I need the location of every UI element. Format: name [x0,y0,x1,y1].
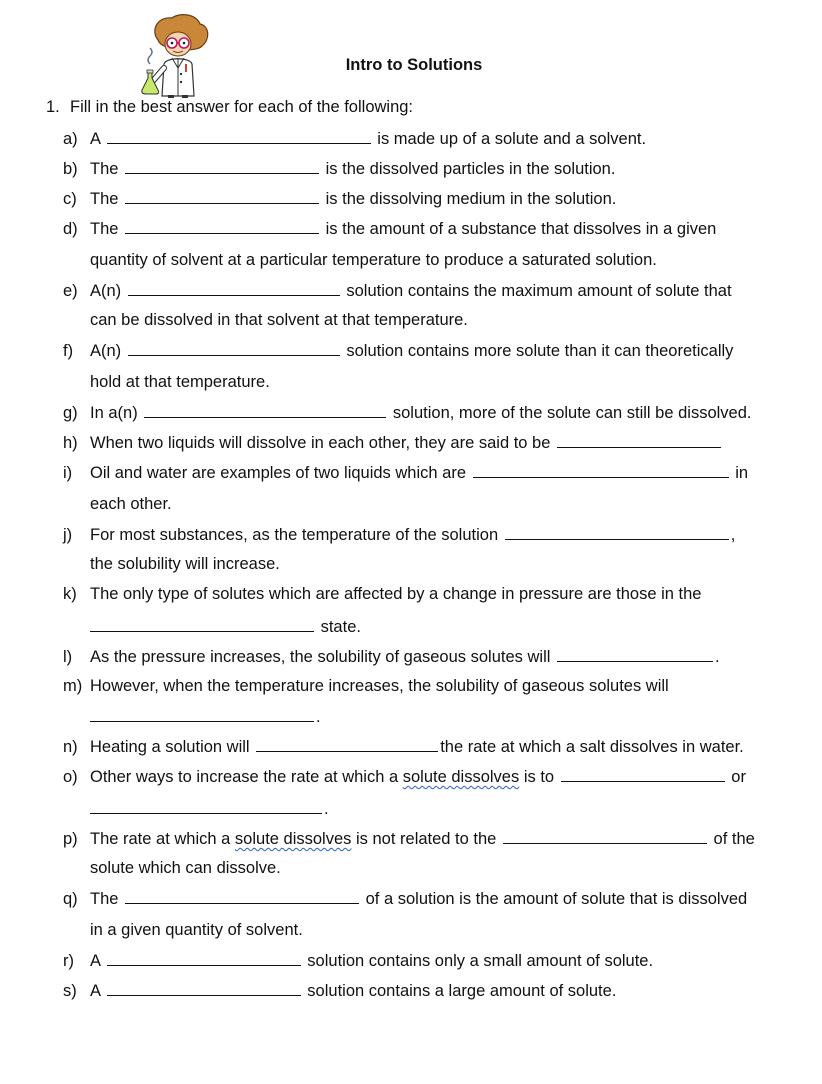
question-g: g) In a(n) solution, more of the solute can still be dissolved. [63,404,752,422]
question-b: b) The is the dissolved particles in the solution. [63,160,616,178]
question-i: i) Oil and water are examples of two liquids which are in [63,464,749,482]
question-o: o) Other ways to increase the rate at which a solute dissolves is to or [63,768,746,786]
answer-blank-r[interactable] [107,950,301,966]
answer-blank-e[interactable] [128,280,340,296]
question-q-continued: in a given quantity of solvent. [90,921,303,939]
question-c: c) The is the dissolving medium in the solution. [63,190,617,208]
answer-blank-c[interactable] [125,188,319,204]
answer-blank-a[interactable] [107,128,371,144]
question-o-continued: . [90,798,329,819]
answer-blank-f[interactable] [128,340,340,356]
question-j-continued: the solubility will increase. [90,555,280,573]
question-s: s) A solution contains a large amount of solute. [63,982,617,1000]
answer-blank-p[interactable] [503,828,707,844]
answer-blank-h[interactable] [557,432,721,448]
instruction-text: Fill in the best answer for each of the following: [70,98,414,116]
question-e: e) A(n) solution contains the maximum amount of solute that [63,282,732,300]
question-m-continued: . [90,706,321,727]
question-f-continued: hold at that temperature. [90,373,270,391]
answer-blank-o2[interactable] [90,798,322,814]
question-r: r) A solution contains only a small amount of solute. [63,952,654,970]
question-p: p) The rate at which a solute dissolves is not related to the of the [63,830,755,848]
answer-blank-o1[interactable] [561,766,725,782]
answer-blank-q[interactable] [125,888,359,904]
question-k-continued: state. [90,616,361,637]
question-n: n) Heating a solution will the rate at which a salt dissolves in water. [63,738,744,756]
answer-blank-n[interactable] [256,736,438,752]
page-title: Intro to Solutions [345,56,483,74]
spellcheck-underlined-text: solute dissolves [402,768,520,786]
answer-blank-b[interactable] [125,158,319,174]
question-j: j) For most substances, as the temperature of the solution , [63,526,736,544]
question-e-continued: can be dissolved in that solvent at that temperature. [90,311,468,329]
answer-blank-j[interactable] [505,524,729,540]
answer-blank-g[interactable] [144,402,386,418]
question-k: k) The only type of solutes which are affected by a change in pressure are those in the [63,585,702,603]
answer-blank-i[interactable] [473,462,729,478]
question-number: 1. [46,98,60,116]
question-h: h) When two liquids will dissolve in each other, they are said to be [63,432,723,453]
answer-blank-s[interactable] [107,980,301,996]
question-d: d) The is the amount of a substance that dissolves in a given [63,220,717,238]
answer-blank-k[interactable] [90,616,314,632]
question-m: m) However, when the temperature increases, the solubility of gaseous solutes will [63,677,669,695]
question-a: a) A is made up of a solute and a solvent. [63,130,647,148]
question-l: l) As the pressure increases, the solubility of gaseous solutes will . [63,648,720,666]
answer-blank-l[interactable] [557,646,713,662]
answer-blank-m[interactable] [90,706,314,722]
question-q: q) The of a solution is the amount of solute that is dissolved [63,890,748,908]
intro-instruction [46,98,413,117]
scientist-clipart-icon [136,12,222,98]
question-d-continued: quantity of solvent at a particular temperature to produce a saturated solution. [90,251,657,269]
question-f: f) A(n) solution contains more solute than it can theoretically [63,342,734,360]
question-p-continued: solute which can dissolve. [90,859,281,877]
answer-blank-d[interactable] [125,218,319,234]
spellcheck-underlined-text: solute dissolves [234,830,352,848]
question-i-continued: each other. [90,495,172,513]
